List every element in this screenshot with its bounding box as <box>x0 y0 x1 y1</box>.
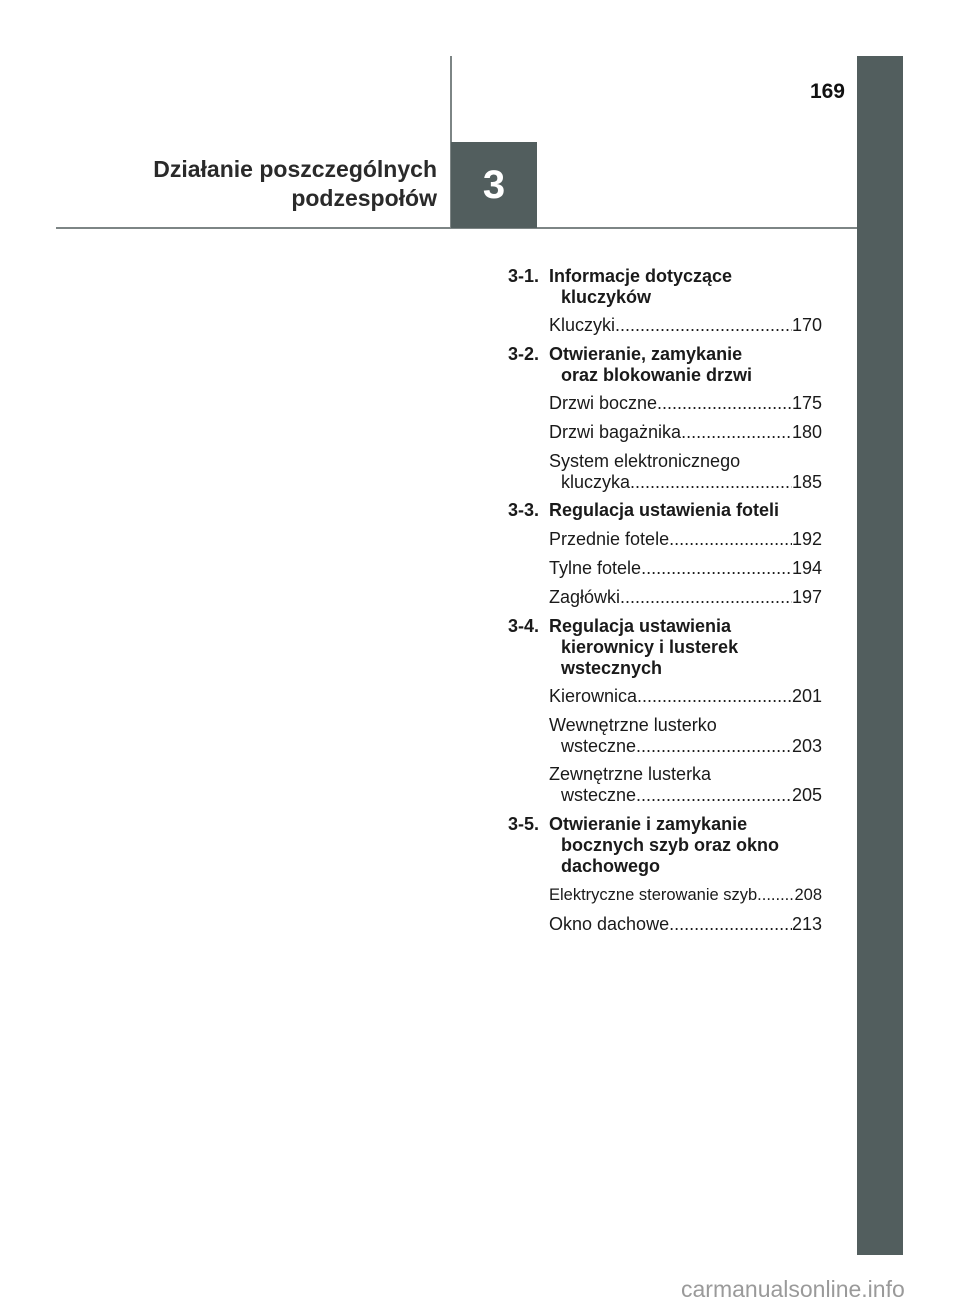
toc-page-number: 175 <box>791 393 822 413</box>
chapter-title-line: Działanie poszczególnych <box>153 156 437 182</box>
toc-page-number: 197 <box>791 587 822 607</box>
toc-page-number: 203 <box>791 736 822 756</box>
toc-item-line: Wewnętrzne lusterko <box>549 715 717 735</box>
chapter-title <box>153 155 437 213</box>
toc-page-number: 170 <box>791 315 822 335</box>
toc-item-line: Zewnętrzne lusterka <box>549 764 712 784</box>
toc-section[interactable] <box>508 814 822 877</box>
section-number: 3-3. <box>508 500 540 520</box>
chapter-tab-bar <box>857 56 903 1255</box>
leader-dots <box>657 393 792 414</box>
toc-item[interactable] <box>508 885 822 906</box>
toc-page-number: 194 <box>791 558 822 578</box>
leader-dots <box>641 558 792 579</box>
toc-item[interactable] <box>508 914 822 935</box>
leader-dots <box>636 736 792 757</box>
leader-dots <box>620 587 792 608</box>
section-title-line: Informacje dotyczące <box>549 266 733 286</box>
leader-dots <box>681 422 792 443</box>
toc-item-label: wsteczne <box>561 736 637 756</box>
leader-dots <box>669 914 792 935</box>
toc-item-label: Zagłówki <box>549 587 621 607</box>
chapter-title-line: podzespołów <box>291 185 437 211</box>
toc-page-number: 213 <box>791 914 822 934</box>
toc-page-number: 192 <box>791 529 822 549</box>
leader-dots <box>630 472 792 493</box>
leader-dots <box>615 315 792 336</box>
toc-item-label: Kierownica <box>549 686 638 706</box>
toc-item-label: wsteczne <box>561 785 637 805</box>
toc-item-label: Okno dachowe <box>549 914 670 934</box>
leader-dots <box>636 785 792 806</box>
section-title-line: wstecznych <box>561 658 663 678</box>
toc-item-label: Elektryczne sterowanie szyb <box>549 886 758 904</box>
section-title-line: oraz blokowanie drzwi <box>561 365 753 385</box>
toc-item-label: Tylne fotele <box>549 558 642 578</box>
toc-section[interactable] <box>508 266 822 308</box>
section-title-line: bocznych szyb oraz okno <box>561 835 780 855</box>
leader-dots <box>637 686 792 707</box>
toc-section[interactable] <box>508 616 822 679</box>
toc-item-label: Drzwi bagażnika <box>549 422 682 442</box>
section-title-line: kierownicy i lusterek <box>561 637 739 657</box>
toc-item-label: Drzwi boczne <box>549 393 658 413</box>
leader-dots <box>669 529 792 550</box>
leader-dots <box>757 885 794 906</box>
watermark: carmanualsonline.info <box>681 1276 905 1302</box>
toc-page-number: 205 <box>791 785 822 805</box>
chapter-number-box: 3 <box>451 142 537 228</box>
toc-item-label: Przednie fotele <box>549 529 670 549</box>
toc-item[interactable] <box>508 422 822 443</box>
section-number: 3-4. <box>508 616 540 636</box>
toc-item[interactable] <box>508 764 822 806</box>
section-number: 3-1. <box>508 266 540 286</box>
toc-item[interactable] <box>508 315 822 336</box>
section-title-line: kluczyków <box>561 287 652 307</box>
toc-item-line: System elektronicznego <box>549 451 741 471</box>
section-title-line: dachowego <box>561 856 661 876</box>
toc-section[interactable] <box>508 500 822 521</box>
toc-item[interactable] <box>508 451 822 493</box>
section-title-line: Otwieranie i zamykanie <box>549 814 748 834</box>
toc-item-label: kluczyka <box>561 472 631 492</box>
toc-item-label: Kluczyki <box>549 315 616 335</box>
section-number: 3-5. <box>508 814 540 834</box>
toc-item[interactable] <box>508 558 822 579</box>
toc-section[interactable] <box>508 344 822 386</box>
toc-page-number: 185 <box>791 472 822 492</box>
section-number: 3-2. <box>508 344 540 364</box>
toc-item[interactable] <box>508 715 822 757</box>
section-title-line: Regulacja ustawienia <box>549 616 732 636</box>
toc-item[interactable] <box>508 393 822 414</box>
toc-page-number: 180 <box>791 422 822 442</box>
toc-item[interactable] <box>508 587 822 608</box>
toc-page-number: 201 <box>791 686 822 706</box>
section-title-line: Otwieranie, zamykanie <box>549 344 743 364</box>
section-title-line: Regulacja ustawienia foteli <box>549 500 780 520</box>
page-number: 169 <box>809 80 845 103</box>
toc-page-number: 208 <box>794 886 822 904</box>
toc-item[interactable] <box>508 529 822 550</box>
toc-item[interactable] <box>508 686 822 707</box>
